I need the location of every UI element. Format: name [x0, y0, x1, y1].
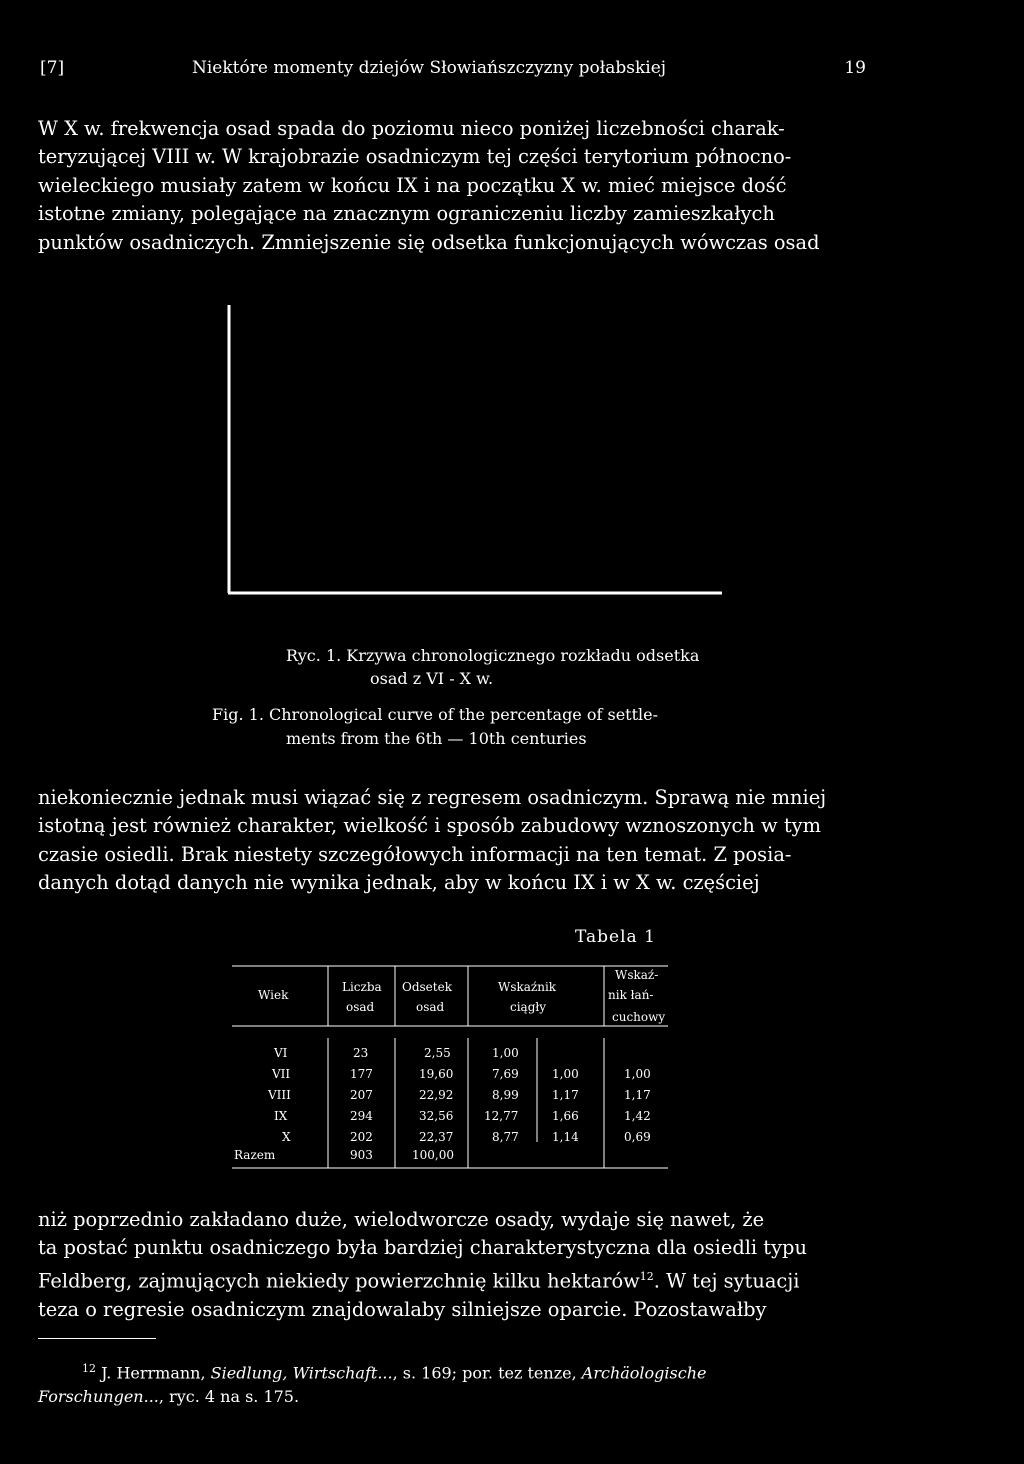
cell-liczba: 207	[350, 1088, 373, 1102]
text-line: istotne zmiany, polegające na znacznym ograniczeniu liczby zamieszkałych	[38, 202, 775, 226]
paragraph-3	[38, 1206, 868, 1324]
cell-liczba: 177	[350, 1067, 373, 1081]
footnote-title-cont: Forschungen...	[38, 1387, 159, 1407]
footnote-title-2: Archäologische	[581, 1363, 707, 1383]
header-ciagly-1: Wskaźnik	[498, 980, 557, 994]
cell-wiek: VI	[274, 1046, 288, 1060]
text-line: punktów osadniczych. Zmniejszenie się odsetka funkcjonujących wówczas osad	[38, 230, 820, 254]
text-segment: . W tej sytuacji	[653, 1269, 800, 1293]
text-segment: Feldberg, zajmujących niekiedy powierzchnię kilku hektarów	[38, 1269, 640, 1293]
cell-ciagly-b: 1,14	[552, 1130, 579, 1144]
text-line: niż poprzednio zakładano duże, wielodworcze osady, wydaje się nawet, że	[38, 1208, 765, 1231]
text-line-with-footnote	[38, 1263, 868, 1296]
total-liczba: 903	[350, 1148, 373, 1162]
table-title: Tabela 1	[575, 927, 656, 947]
cell-lancuchowy: 1,00	[624, 1067, 651, 1081]
footnote-text: , s. 169; por. tez tenze,	[392, 1363, 582, 1383]
figure-caption-pl-1: Ryc. 1. Krzywa chronologicznego rozkładu odsetka	[286, 646, 700, 665]
cell-odsetek: 22,37	[419, 1130, 454, 1144]
text-line: czasie osiedli. Brak niestety szczegółowych informacji na ten temat. Z posia-	[38, 842, 792, 866]
total-label: Razem	[234, 1148, 276, 1162]
data-table	[232, 962, 668, 1172]
header-liczba-1: Liczba	[342, 980, 382, 994]
footnote-text-2: , ryc. 4 na s. 175.	[158, 1387, 300, 1407]
header-lancuchowy-1: Wskaź-	[615, 968, 659, 982]
header-odsetek-2: osad	[416, 1000, 445, 1014]
cell-ciagly-b: 1,66	[552, 1109, 579, 1123]
cell-ciagly-b: 1,00	[552, 1067, 579, 1081]
figure-caption-pl-2: osad z VI - X w.	[370, 669, 494, 688]
cell-liczba: 202	[350, 1130, 373, 1144]
cell-wiek: IX	[274, 1109, 288, 1123]
header-liczba-2: osad	[346, 1000, 375, 1014]
footnote	[38, 1357, 868, 1409]
total-odsetek: 100,00	[412, 1148, 454, 1162]
text-line: W X w. frekwencja osad spada do poziomu nieco poniżej liczebności charak-	[38, 117, 785, 140]
text-line: wieleckiego musiały zatem w końcu IX i na początku X w. mieć miejsce dość	[38, 173, 787, 197]
cell-ciagly: 8,77	[492, 1130, 519, 1144]
text-line: niekoniecznie jednak musi wiązać się z regresem osadniczym. Sprawą nie mniej	[38, 786, 827, 809]
header-lancuchowy-3: cuchowy	[612, 1010, 666, 1024]
paragraph-2	[38, 784, 868, 898]
running-header	[40, 58, 866, 88]
cell-liczba: 294	[350, 1109, 373, 1123]
footnote-line-2	[38, 1385, 868, 1409]
cell-odsetek: 19,60	[419, 1067, 454, 1081]
cell-ciagly: 12,77	[484, 1109, 519, 1123]
running-title: Niektóre momenty dziejów Słowiańszczyzny połabskiej	[192, 58, 667, 78]
page-number: 19	[844, 58, 866, 78]
text-line: teryzującej VIII w. W krajobrazie osadniczym tej części terytorium północno-	[38, 145, 792, 169]
figure-caption-en-2: ments from the 6th — 10th centuries	[286, 729, 587, 748]
cell-wiek: VIII	[268, 1088, 291, 1102]
cell-wiek: X	[282, 1130, 291, 1144]
cell-odsetek: 22,92	[419, 1088, 454, 1102]
cell-lancuchowy: 1,17	[624, 1088, 651, 1102]
figure-caption-en-1: Fig. 1. Chronological curve of the percentage of settle-	[212, 705, 659, 724]
text-line: teza o regresie osadniczym znajdowalaby silniejsze oparcie. Pozostawałby	[38, 1297, 767, 1321]
cell-ciagly: 1,00	[492, 1046, 519, 1060]
cell-ciagly: 8,99	[492, 1088, 519, 1102]
header-wiek: Wiek	[258, 988, 289, 1002]
footnote-author: J. Herrmann,	[101, 1363, 211, 1383]
cell-wiek: VII	[272, 1067, 291, 1081]
cell-odsetek: 32,56	[419, 1109, 454, 1123]
cell-odsetek: 2,55	[424, 1046, 451, 1060]
footnote-reference: 12	[639, 1269, 654, 1283]
footnote-divider	[38, 1338, 156, 1339]
footnote-title: Siedlung, Wirtschaft...	[210, 1363, 393, 1383]
header-ciagly-2: ciągły	[510, 1000, 547, 1014]
cell-lancuchowy: 0,69	[624, 1130, 651, 1144]
header-lancuchowy-2: nik łań-	[608, 988, 654, 1002]
header-odsetek-1: Odsetek	[402, 980, 452, 994]
text-line: istotną jest również charakter, wielkość i sposób zabudowy wznoszonych w tym	[38, 814, 821, 838]
footnote-marker: 12	[82, 1362, 96, 1375]
footnote-line-1	[38, 1357, 868, 1385]
page-bracket-number: [7]	[40, 58, 65, 78]
cell-liczba: 23	[353, 1046, 369, 1060]
cell-lancuchowy: 1,42	[624, 1109, 651, 1123]
figure-chart-axes	[224, 305, 724, 601]
cell-ciagly-b: 1,17	[552, 1088, 579, 1102]
paragraph-1	[38, 115, 868, 257]
cell-ciagly: 7,69	[492, 1067, 519, 1081]
text-line: ta postać punktu osadniczego była bardziej charakterystyczna dla osiedli typu	[38, 1236, 807, 1260]
text-line: danych dotąd danych nie wynika jednak, aby w końcu IX i w X w. częściej	[38, 871, 760, 895]
